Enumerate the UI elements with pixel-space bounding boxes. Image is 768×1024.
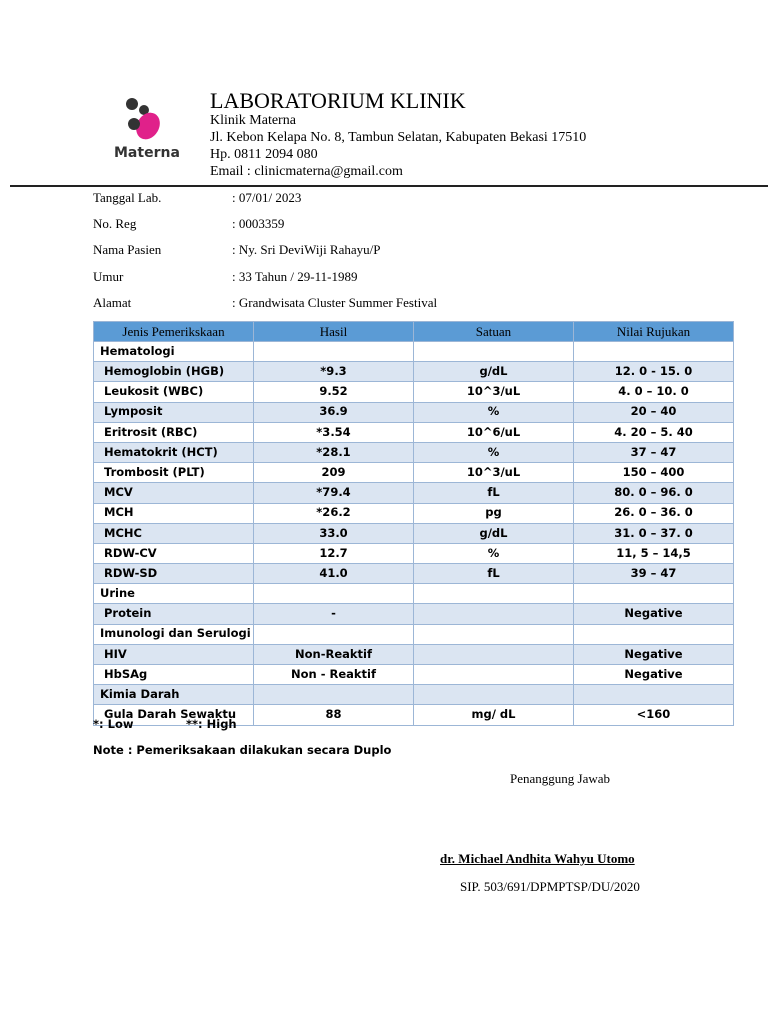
cell-result: 88 <box>254 705 414 725</box>
cell-unit: g/dL <box>414 362 574 382</box>
cell-unit <box>414 342 574 362</box>
cell-result: - <box>254 604 414 624</box>
cell-unit: 10^3/uL <box>414 382 574 402</box>
header-divider <box>10 185 768 187</box>
cell-result <box>254 584 414 604</box>
cell-result: Non - Reaktif <box>254 665 414 685</box>
table-row <box>94 665 734 685</box>
section-heading: Imunologi dan Serulogi <box>94 624 254 644</box>
clinic-name: Klinik Materna <box>210 113 296 128</box>
clinic-phone: Hp. 0811 2094 080 <box>210 147 318 162</box>
logo-dot-dark-1 <box>126 98 138 110</box>
cell-unit <box>414 665 574 685</box>
info-label-reg: No. Reg <box>93 216 137 231</box>
cell-reference: 4. 20 – 5. 40 <box>574 422 734 442</box>
cell-result: 33.0 <box>254 523 414 543</box>
cell-reference <box>574 342 734 362</box>
cell-reference: 31. 0 – 37. 0 <box>574 523 734 543</box>
cell-test-name: HbSAg <box>94 665 254 685</box>
cell-test-name: Hemoglobin (HGB) <box>94 362 254 382</box>
cell-test-name: MCV <box>94 483 254 503</box>
info-label-address: Alamat <box>93 295 132 310</box>
cell-test-name: MCH <box>94 503 254 523</box>
cell-unit: fL <box>414 564 574 584</box>
table-row <box>94 644 734 664</box>
cell-test-name: Lymposit <box>94 402 254 422</box>
cell-result: 9.52 <box>254 382 414 402</box>
table-row <box>94 362 734 382</box>
table-row <box>94 523 734 543</box>
cell-unit: fL <box>414 483 574 503</box>
table-row <box>94 463 734 483</box>
column-header-unit: Satuan <box>414 322 574 342</box>
signature-title: Penanggung Jawab <box>510 771 611 786</box>
cell-unit: % <box>414 543 574 563</box>
cell-unit: mg/ dL <box>414 705 574 725</box>
table-header-row <box>94 322 734 342</box>
results-table <box>93 321 734 726</box>
cell-unit: pg <box>414 503 574 523</box>
section-heading: Kimia Darah <box>94 685 254 705</box>
cell-result: 41.0 <box>254 564 414 584</box>
cell-test-name: Hematokrit (HCT) <box>94 442 254 462</box>
info-label-age: Umur <box>93 269 124 284</box>
cell-test-name: MCHC <box>94 523 254 543</box>
column-header-result: Hasil <box>254 322 414 342</box>
cell-unit <box>414 624 574 644</box>
table-row <box>94 483 734 503</box>
doctor-license: SIP. 503/691/DPMPTSP/DU/2020 <box>460 879 640 894</box>
cell-unit: 10^3/uL <box>414 463 574 483</box>
table-row <box>94 402 734 422</box>
table-row <box>94 503 734 523</box>
cell-unit: 10^6/uL <box>414 422 574 442</box>
logo-wordmark: Materna <box>114 145 180 161</box>
cell-test-name: Eritrosit (RBC) <box>94 422 254 442</box>
cell-reference: Negative <box>574 665 734 685</box>
cell-result: 36.9 <box>254 402 414 422</box>
cell-reference: 37 – 47 <box>574 442 734 462</box>
section-heading: Urine <box>94 584 254 604</box>
info-label-date: Tanggal Lab. <box>93 190 162 205</box>
table-row <box>94 382 734 402</box>
cell-reference: 26. 0 – 36. 0 <box>574 503 734 523</box>
cell-test-name: Gula Darah Sewaktu <box>94 705 254 725</box>
table-row <box>94 604 734 624</box>
cell-result: 209 <box>254 463 414 483</box>
cell-test-name: HIV <box>94 644 254 664</box>
table-row <box>94 442 734 462</box>
info-value-age: : 33 Tahun / 29-11-1989 <box>232 269 358 284</box>
cell-result <box>254 342 414 362</box>
lab-title: LABORATORIUM KLINIK <box>210 88 466 113</box>
cell-reference <box>574 624 734 644</box>
section-heading: Hematologi <box>94 342 254 362</box>
cell-result <box>254 685 414 705</box>
cell-result: *9.3 <box>254 362 414 382</box>
cell-reference: Negative <box>574 644 734 664</box>
legend-high: **: High <box>186 717 237 731</box>
doctor-name: dr. Michael Andhita Wahyu Utomo <box>440 851 635 866</box>
cell-reference <box>574 584 734 604</box>
cell-result: *3.54 <box>254 422 414 442</box>
cell-result <box>254 624 414 644</box>
logo-dot-dark-3 <box>128 118 140 130</box>
info-value-reg: : 0003359 <box>232 216 285 231</box>
column-header-reference: Nilai Rujukan <box>574 322 734 342</box>
cell-result: *26.2 <box>254 503 414 523</box>
table-row <box>94 564 734 584</box>
cell-unit <box>414 584 574 604</box>
table-row <box>94 342 734 362</box>
legend-low: *: Low <box>93 717 134 731</box>
table-row <box>94 584 734 604</box>
cell-unit <box>414 644 574 664</box>
table-row <box>94 422 734 442</box>
table-row <box>94 624 734 644</box>
cell-result: *28.1 <box>254 442 414 462</box>
table-row <box>94 543 734 563</box>
note-text: Note : Pemeriksakaan dilakukan secara Duplo <box>93 743 392 757</box>
info-value-address: : Grandwisata Cluster Summer Festival <box>232 295 438 310</box>
cell-result: *79.4 <box>254 483 414 503</box>
cell-reference: <160 <box>574 705 734 725</box>
clinic-email: Email : clinicmaterna@gmail.com <box>210 164 403 179</box>
cell-unit: g/dL <box>414 523 574 543</box>
cell-reference: 4. 0 – 10. 0 <box>574 382 734 402</box>
info-value-name: : Ny. Sri DeviWiji Rahayu/P <box>232 242 381 257</box>
cell-test-name: Leukosit (WBC) <box>94 382 254 402</box>
clinic-address: Jl. Kebon Kelapa No. 8, Tambun Selatan, Kabupaten Bekasi 17510 <box>210 130 587 145</box>
cell-unit <box>414 604 574 624</box>
cell-reference: 11, 5 – 14,5 <box>574 543 734 563</box>
cell-test-name: Trombosit (PLT) <box>94 463 254 483</box>
cell-test-name: Protein <box>94 604 254 624</box>
cell-test-name: RDW-CV <box>94 543 254 563</box>
cell-reference <box>574 685 734 705</box>
cell-test-name: RDW-SD <box>94 564 254 584</box>
cell-unit: % <box>414 442 574 462</box>
cell-reference: Negative <box>574 604 734 624</box>
cell-result: Non-Reaktif <box>254 644 414 664</box>
cell-unit: % <box>414 402 574 422</box>
table-row <box>94 685 734 705</box>
cell-reference: 150 – 400 <box>574 463 734 483</box>
info-label-name: Nama Pasien <box>93 242 162 257</box>
cell-reference: 12. 0 - 15. 0 <box>574 362 734 382</box>
cell-reference: 39 – 47 <box>574 564 734 584</box>
cell-result: 12.7 <box>254 543 414 563</box>
column-header-test: Jenis Pemerikskaan <box>94 322 254 342</box>
cell-reference: 80. 0 – 96. 0 <box>574 483 734 503</box>
results-table-body <box>94 322 734 726</box>
cell-reference: 20 – 40 <box>574 402 734 422</box>
info-value-date: : 07/01/ 2023 <box>232 190 302 205</box>
cell-unit <box>414 685 574 705</box>
